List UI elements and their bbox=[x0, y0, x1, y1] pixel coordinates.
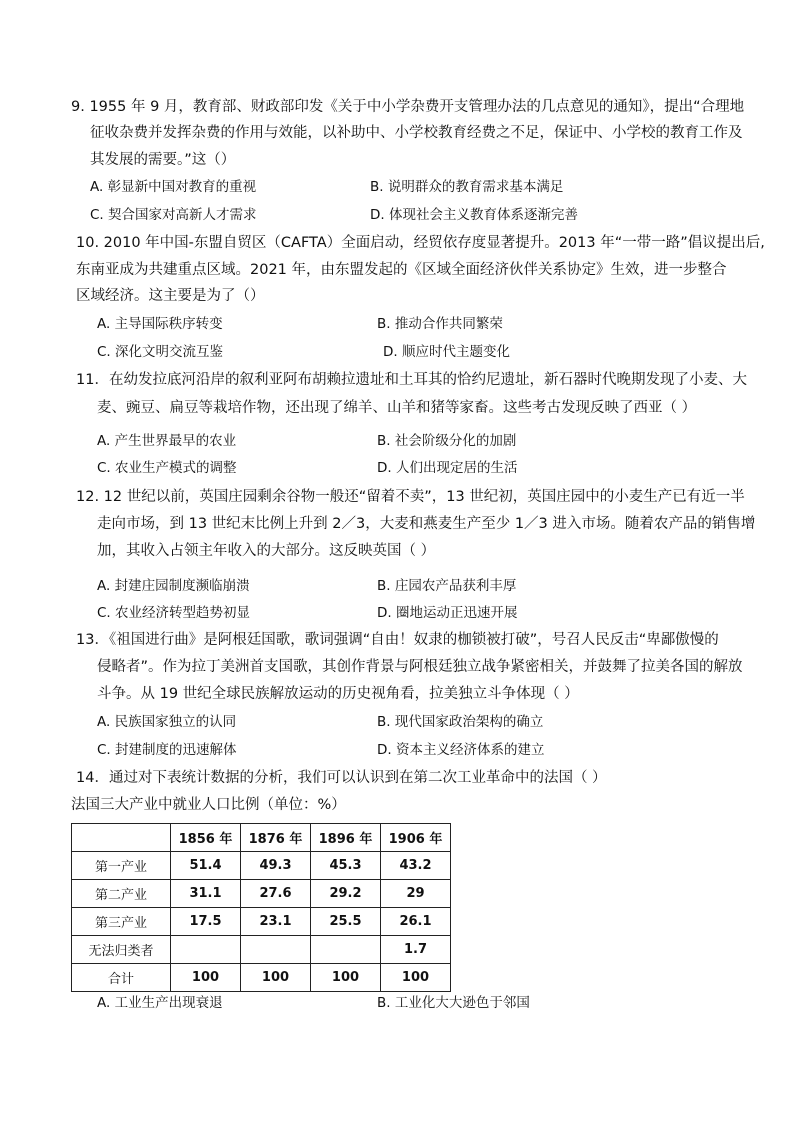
option-a: A. 民族国家独立的认同 bbox=[97, 714, 237, 730]
option-c: C. 农业生产模式的调整 bbox=[97, 460, 237, 476]
table-header-cell: 1876 年 bbox=[241, 824, 311, 852]
question-text: 麦、豌豆、扁豆等栽培作物，还出现了绵羊、山羊和猪等家畜。这些考古发现反映了西亚（ ） bbox=[97, 400, 697, 416]
table-cell: 51.4 bbox=[171, 852, 241, 880]
table-row bbox=[72, 852, 451, 880]
question-text: 东南亚成为共建重点区域。2021 年，由东盟发起的《区域全面经济伙伴关系协定》生效，进一步整合 bbox=[76, 262, 727, 278]
table-row bbox=[72, 880, 451, 908]
question-text: 区域经济。这主要是为了（） bbox=[76, 288, 265, 304]
table-cell: 第二产业 bbox=[72, 880, 171, 908]
table-cell bbox=[311, 936, 381, 964]
table-cell: 100 bbox=[381, 964, 451, 992]
question-text: 其发展的需要。”这（） bbox=[90, 152, 236, 168]
question-text: 走向市场，到 13 世纪末比例上升到 2／3，大麦和燕麦生产至少 1／3 进入市场。随着农产品的销售增 bbox=[97, 516, 756, 532]
question-text: 10. 2010 年中国-东盟自贸区（CAFTA）全面启动，经贸依存度显著提升。2013 年“一带一路”倡议提出后, bbox=[76, 235, 765, 251]
table-cell: 100 bbox=[241, 964, 311, 992]
table-cell: 49.3 bbox=[241, 852, 311, 880]
table-cell bbox=[171, 936, 241, 964]
question-text: 斗争。从 19 世纪全球民族解放运动的历史视角看，拉美独立斗争体现（ ） bbox=[97, 686, 579, 702]
question-text: 14．通过对下表统计数据的分析，我们可以认识到在第二次工业革命中的法国（ ） bbox=[76, 770, 607, 786]
table-header-cell bbox=[72, 824, 171, 852]
option-a: A. 工业生产出现衰退 bbox=[97, 995, 223, 1011]
table-cell: 100 bbox=[171, 964, 241, 992]
option-b: B. 推动合作共同繁荣 bbox=[377, 316, 503, 332]
table-cell: 45.3 bbox=[311, 852, 381, 880]
option-d: D. 圈地运动正迅速开展 bbox=[377, 605, 518, 621]
option-d: D. 顺应时代主题变化 bbox=[383, 344, 510, 360]
option-d: D. 资本主义经济体系的建立 bbox=[377, 742, 545, 758]
table-row bbox=[72, 936, 451, 964]
option-a: A. 封建庄园制度濒临崩溃 bbox=[97, 578, 250, 594]
table-cell: 31.1 bbox=[171, 880, 241, 908]
option-b: B. 工业化大大逊色于邻国 bbox=[377, 995, 530, 1011]
table-cell: 43.2 bbox=[381, 852, 451, 880]
option-a: A. 彰显新中国对教育的重视 bbox=[90, 179, 257, 195]
table-header-cell: 1906 年 bbox=[381, 824, 451, 852]
option-b: B. 现代国家政治架构的确立 bbox=[377, 714, 544, 730]
option-c: C. 深化文明交流互鉴 bbox=[97, 344, 224, 360]
employment-table bbox=[71, 823, 451, 992]
option-c: C. 农业经济转型趋势初显 bbox=[97, 605, 251, 621]
option-c: C. 封建制度的迅速解体 bbox=[97, 742, 237, 758]
table-row bbox=[72, 964, 451, 992]
option-d: D. 体现社会主义教育体系逐渐完善 bbox=[370, 207, 578, 223]
option-a: A. 产生世界最早的农业 bbox=[97, 433, 237, 449]
table-header-cell: 1856 年 bbox=[171, 824, 241, 852]
question-text: 11．在幼发拉底河沿岸的叙利亚阿布胡赖拉遗址和土耳其的恰约尼遗址，新石器时代晚期发现了小麦、大 bbox=[76, 372, 747, 388]
question-text: 加，其收入占领主年收入的大部分。这反映英国（ ） bbox=[97, 543, 436, 559]
table-cell: 1.7 bbox=[381, 936, 451, 964]
table-cell: 29.2 bbox=[311, 880, 381, 908]
question-text: 征收杂费并发挥杂费的作用与效能，以补助中、小学校教育经费之不足，保证中、小学校的教育工作及 bbox=[90, 125, 743, 141]
question-text: 12. 12 世纪以前，英国庄园剩余谷物一般还“留着不卖”，13 世纪初，英国庄园中的小麦生产已有近一半 bbox=[76, 489, 745, 505]
table-cell: 26.1 bbox=[381, 908, 451, 936]
question-text: 侵略者”。作为拉丁美洲首支国歌，其创作背景与阿根廷独立战争紧密相关，并鼓舞了拉美各国的解放 bbox=[97, 659, 743, 675]
option-b: B. 庄园农产品获利丰厚 bbox=[377, 578, 517, 594]
option-d: D. 人们出现定居的生活 bbox=[377, 460, 518, 476]
table-title: 法国三大产业中就业人口比例（单位：%） bbox=[71, 797, 346, 813]
table-cell: 第三产业 bbox=[72, 908, 171, 936]
table-header-row bbox=[72, 824, 451, 852]
option-c: C. 契合国家对高新人才需求 bbox=[90, 207, 257, 223]
table-cell: 23.1 bbox=[241, 908, 311, 936]
option-b: B. 社会阶级分化的加剧 bbox=[377, 433, 517, 449]
table-cell: 25.5 bbox=[311, 908, 381, 936]
question-text: 13．《祖国进行曲》是阿根廷国歌，歌词强调“自由！奴隶的枷锁被打破”，号召人民反击“卑鄙傲慢的 bbox=[76, 632, 719, 648]
table-cell: 29 bbox=[381, 880, 451, 908]
option-b: B. 说明群众的教育需求基本满足 bbox=[370, 179, 564, 195]
table-row bbox=[72, 908, 451, 936]
table-cell: 第一产业 bbox=[72, 852, 171, 880]
table-cell: 27.6 bbox=[241, 880, 311, 908]
table-header-cell: 1896 年 bbox=[311, 824, 381, 852]
question-text: 9. 1955 年 9 月，教育部、财政部印发《关于中小学杂费开支管理办法的几点意见的通知》，提出“合理地 bbox=[71, 99, 745, 115]
table-cell: 17.5 bbox=[171, 908, 241, 936]
table-cell bbox=[241, 936, 311, 964]
option-a: A. 主导国际秩序转变 bbox=[97, 316, 223, 332]
table-cell: 100 bbox=[311, 964, 381, 992]
table-cell: 合计 bbox=[72, 964, 171, 992]
table-cell: 无法归类者 bbox=[72, 936, 171, 964]
